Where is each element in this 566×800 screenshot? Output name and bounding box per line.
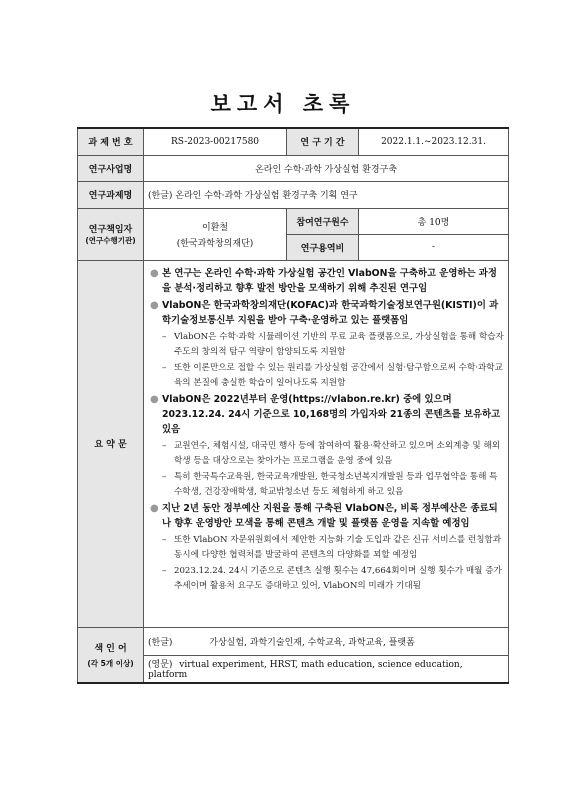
bullet-icon: ●: [150, 393, 159, 405]
keywords-english: [144, 655, 509, 683]
project-no-value: RS-2023-00217580: [144, 128, 287, 155]
dash-icon: –: [162, 362, 167, 373]
row-keywords-ko: [78, 627, 509, 655]
dash-item: [150, 330, 504, 360]
dash-text: 특히 한국특수교육원, 한국교육개발원, 한국청소년복지개발원 등과 업무협약을 통해 특수학생, 건강장애학생, 학교밖청소년 등도 체험하게 하고 있음: [174, 471, 498, 497]
project-no-label: 과 제 번 호: [78, 128, 144, 155]
pi-name: 이환철: [201, 222, 229, 233]
row-abstract: [78, 260, 509, 627]
report-summary-table: [77, 127, 509, 684]
bullet-item: [150, 392, 504, 437]
abstract-body: [144, 260, 509, 627]
row-project-no: [78, 128, 509, 155]
dash-icon: –: [162, 440, 167, 451]
pi-sub-label: (연구수행기관): [85, 236, 136, 245]
keywords-ko-prefix: (한글): [148, 637, 173, 648]
summary-label: 요 약 문: [78, 260, 144, 627]
bullet-item: [150, 266, 504, 296]
researchers-value: 총 10명: [359, 208, 509, 234]
row-pi-1: [78, 208, 509, 234]
dash-item: [150, 439, 504, 469]
dash-item: [150, 564, 504, 594]
row-program: [78, 155, 509, 181]
keywords-sub-label: (각 5개 이상): [87, 658, 134, 668]
bullet-text: VlabON은 한국과학창의재단(KOFAC)과 한국과학기술정보연구원(KISTI)이 과학기술정보통신부 지원을 받아 구축·운영하고 있는 플랫폼임: [162, 299, 499, 326]
period-value: 2022.1.1.~2023.12.31.: [359, 128, 509, 155]
program-value: 온라인 수학·과학 가상실험 환경구축: [144, 155, 509, 181]
dash-text: 2023.12.24. 24시 기준으로 콘텐츠 실행 횟수는 47,664회이며 실행 횟수가 매월 증가 추세이며 활용처 요구도 증대하고 있어, VlabON의 미래가 기대됨: [174, 565, 502, 591]
dash-text: 또한 VlabON 자문위원회에서 제안한 지능화 기술 도입과 같은 신규 서비스를 런칭함과 동시에 다양한 협력처를 발굴하여 콘텐츠의 다양화를 꾀할 예정임: [174, 534, 502, 560]
project-name-value: (한글) 온라인 수학·과학 가상실험 환경구축 기획 연구: [144, 181, 509, 208]
dash-text: VlabON은 수학·과학 시뮬레이션 기반의 무료 교육 플랫폼으로, 가상실험을 통해 학습자 주도의 창의적 탐구 역량이 함양되도록 지원함: [174, 331, 504, 357]
pi-label: 연구책임자: [88, 225, 133, 235]
bullet-icon: ●: [150, 267, 159, 279]
bullet-item: [150, 501, 504, 531]
keywords-label: 색 인 어: [94, 643, 127, 654]
keywords-en-prefix: (영문): [148, 660, 173, 671]
keywords-en-text: virtual experiment, HRST, math education, science education, platform: [148, 660, 463, 681]
budget-label: 연구용역비: [287, 234, 359, 260]
dash-icon: –: [162, 565, 167, 576]
bullet-text: 본 연구는 온라인 수학·과학 가상실험 공간인 VlabON을 구축하고 운영하는 과정을 분석·정리하고 향후 발전 방안을 모색하기 위해 추진된 연구임: [162, 267, 497, 294]
dash-text: 또한 이론만으로 접할 수 있는 원리를 가상실험 공간에서 실험·탐구함으로써 수학·과학교육의 본질에 충실한 학습이 일어나도록 지원함: [174, 362, 503, 388]
period-label: 연 구 기 간: [287, 128, 359, 155]
bullet-text: 지난 2년 동안 정부예산 지원을 통해 구축된 VlabON은, 비록 정부예산은 종료되나 향후 운영방안 모색을 통해 콘텐츠 개발 및 플랫폼 운영을 지속할 예정임: [162, 502, 498, 529]
program-label: 연구사업명: [78, 155, 144, 181]
bullet-icon: ●: [150, 502, 159, 514]
row-project-name: [78, 181, 509, 208]
bullet-text: VlabON은 2022년부터 운영(https://vlabon.re.kr) 중에 있으며 2023.12.24. 24시 기준으로 10,168명의 가입자와 21종의 콘텐츠를 보유하고 있음: [162, 393, 501, 435]
keywords-ko-text: 가상실험, 과학기술인재, 수학교육, 과학교육, 플랫폼: [209, 637, 415, 648]
researchers-label: 참여연구원수: [287, 208, 359, 234]
project-name-label: 연구과제명: [78, 181, 144, 208]
dash-icon: –: [162, 471, 167, 482]
dash-item: [150, 361, 504, 391]
pi-org: (한국과학창의재단): [176, 238, 254, 249]
bullet-icon: ●: [150, 299, 159, 311]
dash-text: 교원연수, 체험시설, 대국민 행사 등에 참여하여 활용·확산하고 있으며 소외계층 및 해외학생 등을 대상으로는 찾아가는 프로그램을 운영 중에 있음: [174, 440, 501, 466]
pi-label-cell: [78, 208, 144, 260]
keywords-korean: [144, 627, 509, 655]
dash-icon: –: [162, 331, 167, 342]
dash-icon: –: [162, 534, 167, 545]
dash-item: [150, 470, 504, 500]
budget-value: -: [359, 234, 509, 260]
keywords-label-cell: [78, 627, 144, 683]
page-title: 보고서 초록: [210, 91, 356, 116]
dash-item: [150, 533, 504, 563]
bullet-item: [150, 298, 504, 328]
pi-value-cell: [144, 208, 287, 260]
